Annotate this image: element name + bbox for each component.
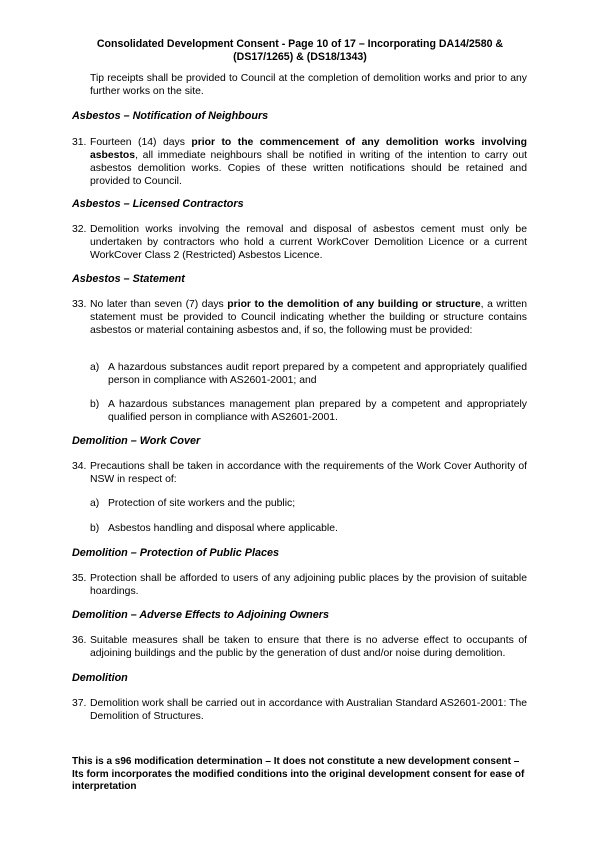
condition-emphasis: prior to the demolition of any building or structure [227,299,481,310]
condition-text: No later than seven (7) days [90,299,228,310]
condition-text: Fourteen (14) days [90,137,192,148]
condition-number: 35. [72,573,87,584]
condition-32 [72,223,527,262]
condition-emphasis: prior to the commencement of any demolition works involving asbestos [90,137,527,161]
condition-text: Demolition work shall be carried out in accordance with Australian Standard AS2601-2001: The Demolition of Structures. [90,698,527,722]
subcondition-33b [90,398,527,424]
subcondition-text: Protection of site workers and the public; [108,498,296,509]
condition-37 [72,697,527,723]
intro-paragraph: Tip receipts shall be provided to Council at the completion of demolition works and prior to any further works on the site. [90,73,527,97]
section-heading: Asbestos – Notification of Neighbours [72,110,269,122]
condition-text: , all immediate neighbours shall be notified in writing of the intention to carry out asbestos demolition works. Copies of these written notifications should be retained and provided to Council. [90,150,527,187]
subcondition-letter: a) [90,498,100,509]
condition-text: Suitable measures shall be taken to ensure that there is no adverse effect to occupants of adjoining buildings and the public by the generation of dust and/or noise during demolition. [90,635,527,659]
condition-text: Protection shall be afforded to users of any adjoining public places by the provision of suitable hoardings. [90,573,527,597]
condition-number: 36. [72,635,87,646]
subcondition-letter: b) [90,523,100,534]
subcondition-text: A hazardous substances audit report prepared by a competent and appropriately qualified person in compliance with AS2601-2001; and [108,362,527,386]
header-line-1: Consolidated Development Consent - Page 10 of 17 – Incorporating DA14/2580 & [96,38,504,50]
condition-34 [72,460,527,486]
section-heading: Demolition – Work Cover [72,435,201,447]
subcondition-34b [90,522,527,535]
section-heading: Demolition – Protection of Public Places [72,547,279,559]
subcondition-letter: a) [90,362,100,373]
condition-35 [72,572,527,598]
condition-36 [72,634,527,660]
subcondition-text: Asbestos handling and disposal where applicable. [108,523,338,534]
section-heading: Asbestos – Licensed Contractors [72,198,244,210]
page-header [60,38,540,64]
condition-33 [72,298,527,337]
subcondition-33a [90,361,527,387]
section-heading: Asbestos – Statement [72,273,185,285]
condition-number: 31. [72,137,87,148]
condition-31 [72,136,527,188]
footer-disclaimer: This is a s96 modification determination – It does not constitute a new development consent – Its form incorporates the modified conditions into the original development consent for ease of interpretation [72,756,525,792]
header-line-2: (DS17/1265) & (DS18/1343) [233,51,367,63]
condition-text: Demolition works involving the removal and disposal of asbestos cement must only be undertaken by contractors who hold a current WorkCover Demolition Licence or a current WorkCover Class 2 (Restricted) Asbestos Licence. [90,224,527,261]
condition-number: 34. [72,461,87,472]
condition-number: 33. [72,299,87,310]
condition-text: , a written statement must be provided to Council indicating whether the building or structure contains asbestos or material containing asbestos and, if so, the following must be provided: [90,299,528,336]
section-heading: Demolition [72,672,128,684]
subcondition-letter: b) [90,399,100,410]
condition-number: 32. [72,224,87,235]
subcondition-text: A hazardous substances management plan prepared by a competent and appropriately qualified person in compliance with AS2601-2001. [108,399,527,423]
section-heading: Demolition – Adverse Effects to Adjoining Owners [72,609,329,621]
subcondition-34a [90,497,527,510]
condition-number: 37. [72,698,87,709]
condition-text: Precautions shall be taken in accordance with the requirements of the Work Cover Authority of NSW in respect of: [90,461,527,485]
